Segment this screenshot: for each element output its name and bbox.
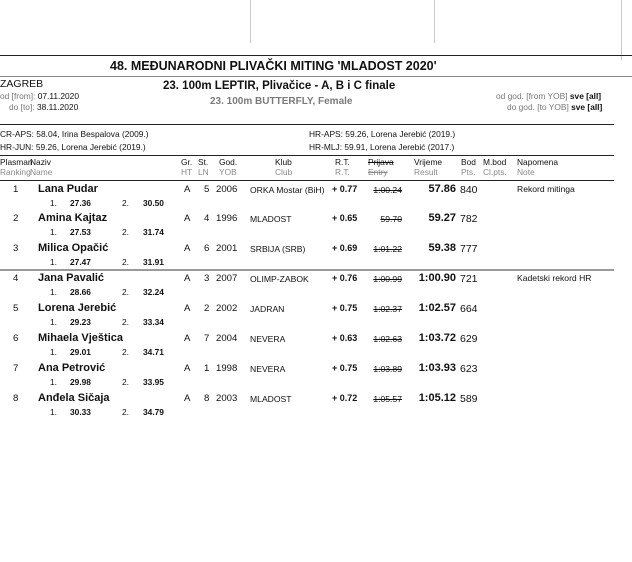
col-label-en: Cl.pts. xyxy=(483,167,507,177)
yob-from-label: od god. [from YOB] xyxy=(496,91,568,101)
result-cell: 1:00.90 xyxy=(418,272,456,284)
split-2-time: 33.95 xyxy=(143,377,164,387)
split-2-label: 2. xyxy=(122,257,129,267)
lane-cell: 3 xyxy=(204,273,210,284)
name-cell: Lorena Jerebić xyxy=(38,302,117,314)
col-header-pts xyxy=(461,157,476,177)
club-cell: ORKA Mostar (BiH) xyxy=(250,185,325,195)
rank-cell: 7 xyxy=(13,363,19,374)
club-cell: NEVERA xyxy=(250,364,286,374)
pts-cell: 629 xyxy=(460,333,478,345)
yob-cell: 2007 xyxy=(216,273,238,284)
pts-cell: 782 xyxy=(460,213,478,225)
rt-cell: + 0.69 xyxy=(332,243,358,253)
lane-cell: 8 xyxy=(204,393,210,404)
split-1-label: 1. xyxy=(50,257,57,267)
col-header-note xyxy=(517,157,558,177)
heat-cell: A xyxy=(184,273,191,284)
note-cell: Rekord mitinga xyxy=(517,184,575,194)
split-1-label: 1. xyxy=(50,198,57,208)
split-1-label: 1. xyxy=(50,407,57,417)
lane-cell: 4 xyxy=(204,213,210,224)
rank-cell: 5 xyxy=(13,303,19,314)
split-1-time: 27.53 xyxy=(70,227,91,237)
club-cell: OLIMP-ZABOK xyxy=(250,274,309,284)
col-label-en: Result xyxy=(414,167,438,177)
result-cell: 1:03.72 xyxy=(418,332,456,344)
split-2-label: 2. xyxy=(122,227,129,237)
rank-cell: 8 xyxy=(13,393,19,404)
lane-cell: 7 xyxy=(204,333,210,344)
rank-cell: 4 xyxy=(13,273,19,284)
split-2-time: 32.24 xyxy=(143,287,164,297)
split-2-label: 2. xyxy=(122,287,129,297)
col-label-en: Pts. xyxy=(461,167,476,177)
col-label: R.T. xyxy=(335,157,350,167)
rank-cell: 2 xyxy=(13,213,19,224)
col-label-en: R.T. xyxy=(335,167,350,177)
col-label: Prijava xyxy=(368,157,394,167)
yob-from xyxy=(496,91,601,101)
yob-cell: 1998 xyxy=(216,363,238,374)
col-label-en: HT xyxy=(181,167,193,177)
result-cell: 57.86 xyxy=(428,183,456,195)
records-rule xyxy=(0,124,614,125)
heat-cell: A xyxy=(184,184,191,195)
col-header-ranking xyxy=(0,157,33,177)
col-header-club xyxy=(275,157,292,177)
yob-cell: 2002 xyxy=(216,303,238,314)
col-label: M.bod xyxy=(483,157,507,167)
name-cell: Milica Opačić xyxy=(38,242,109,254)
rank-cell: 3 xyxy=(13,243,19,254)
club-cell: SRBIJA (SRB) xyxy=(250,244,306,254)
col-label: Napomena xyxy=(517,157,558,167)
table-top-rule xyxy=(0,180,614,181)
col-label-en: Entry xyxy=(368,167,388,177)
split-2-time: 34.79 xyxy=(143,407,164,417)
col-header-rt xyxy=(335,157,350,177)
date-from-value: 07.11.2020 xyxy=(37,91,79,101)
pts-cell: 840 xyxy=(460,184,478,196)
club-cell: MLADOST xyxy=(250,214,292,224)
rt-cell: + 0.65 xyxy=(332,213,358,223)
event-subtitle: 23. 100m BUTTERFLY, Female xyxy=(210,96,353,107)
pts-cell: 664 xyxy=(460,303,478,315)
col-label-en: Club xyxy=(275,167,293,177)
result-cell: 59.38 xyxy=(428,242,456,254)
result-cell: 1:05.12 xyxy=(418,392,456,404)
col-label: Gr. xyxy=(181,157,193,167)
col-label: God. xyxy=(219,157,238,167)
split-2-time: 31.91 xyxy=(143,257,164,267)
frame-divider xyxy=(621,0,622,60)
yob-cell: 2004 xyxy=(216,333,238,344)
split-1-time: 27.36 xyxy=(70,198,91,208)
record-hr-aps: HR-APS: 59.26, Lorena Jerebić (2019.) xyxy=(309,129,456,139)
rt-cell: + 0.75 xyxy=(332,303,358,313)
entry-cell: 1:00.24 xyxy=(373,185,402,195)
split-1-label: 1. xyxy=(50,347,57,357)
heat-cell: A xyxy=(184,363,191,374)
split-1-label: 1. xyxy=(50,287,57,297)
lane-cell: 6 xyxy=(204,243,210,254)
record-cr-aps: CR-APS: 58.04, Irina Bespalova (2009.) xyxy=(0,129,149,139)
final-a-separator xyxy=(0,269,614,271)
col-header-yob xyxy=(219,157,237,177)
col-label-en: Name xyxy=(30,167,53,177)
date-from xyxy=(0,91,79,101)
name-cell: Ana Petrović xyxy=(38,362,106,374)
club-cell: MLADOST xyxy=(250,394,292,404)
yob-to-value: sve [all] xyxy=(571,102,603,112)
entry-cell: 1:05.57 xyxy=(373,394,402,404)
yob-cell: 2006 xyxy=(216,184,238,195)
col-label: Vrijeme xyxy=(414,157,443,167)
split-1-label: 1. xyxy=(50,377,57,387)
col-label: Plasman xyxy=(0,157,33,167)
yob-from-value: sve [all] xyxy=(569,91,602,101)
record-hr-jun: HR-JUN: 59.26, Lorena Jerebić (2019.) xyxy=(0,142,146,152)
heat-cell: A xyxy=(184,303,191,314)
date-from-label: od [from]: xyxy=(0,91,36,101)
col-label-en: Ranking xyxy=(0,167,31,177)
split-1-label: 1. xyxy=(50,317,57,327)
yob-cell: 2001 xyxy=(216,243,238,254)
pts-cell: 589 xyxy=(460,393,478,405)
col-header-lane xyxy=(198,157,209,177)
split-1-time: 29.98 xyxy=(70,377,91,387)
pts-cell: 623 xyxy=(460,363,478,375)
split-1-time: 29.01 xyxy=(70,347,91,357)
col-header-heat xyxy=(181,157,192,177)
split-1-time: 29.23 xyxy=(70,317,91,327)
rank-cell: 1 xyxy=(13,184,19,195)
city: ZAGREB xyxy=(0,78,44,90)
title-rule-bottom xyxy=(0,76,632,77)
club-cell: JADRAN xyxy=(250,304,285,314)
rt-cell: + 0.75 xyxy=(332,363,358,373)
entry-cell: 1:01.22 xyxy=(373,244,402,254)
split-1-time: 30.33 xyxy=(70,407,91,417)
col-header-entry xyxy=(368,157,394,177)
record-hr-mlj: HR-MLJ: 59.91, Lorena Jerebić (2017.) xyxy=(309,142,455,152)
split-2-time: 30.50 xyxy=(143,198,164,208)
entry-cell: 1:00.99 xyxy=(373,274,402,284)
col-label-en: YOB xyxy=(219,167,237,177)
date-to xyxy=(9,102,78,112)
pts-cell: 777 xyxy=(460,243,478,255)
rank-cell: 6 xyxy=(13,333,19,344)
heat-cell: A xyxy=(184,393,191,404)
col-label: St. xyxy=(198,157,209,167)
name-cell: Lana Pudar xyxy=(38,183,98,195)
rt-cell: + 0.63 xyxy=(332,333,358,343)
title-rule xyxy=(0,55,632,56)
pts-cell: 721 xyxy=(460,273,478,285)
yob-cell: 2003 xyxy=(216,393,238,404)
col-header-clpts xyxy=(483,157,507,177)
yob-to-label: do god. [to YOB] xyxy=(507,102,569,112)
lane-cell: 1 xyxy=(204,363,210,374)
yob-to xyxy=(507,102,602,112)
col-label-en: Note xyxy=(517,167,535,177)
heat-cell: A xyxy=(184,243,191,254)
split-1-label: 1. xyxy=(50,227,57,237)
split-2-label: 2. xyxy=(122,317,129,327)
rt-cell: + 0.76 xyxy=(332,273,358,283)
header-rule xyxy=(0,155,614,156)
note-cell: Kadetski rekord HR xyxy=(517,273,592,283)
event-title: 23. 100m LEPTIR, Plivačice - A, B i C finale xyxy=(163,80,396,92)
split-1-time: 27.47 xyxy=(70,257,91,267)
result-cell: 59.27 xyxy=(428,212,456,224)
result-cell: 1:03.93 xyxy=(418,362,456,374)
col-header-result xyxy=(414,157,442,177)
col-header-name xyxy=(30,157,52,177)
entry-cell: 1:03.89 xyxy=(373,364,402,374)
col-label: Klub xyxy=(275,157,292,167)
split-2-label: 2. xyxy=(122,377,129,387)
yob-cell: 1996 xyxy=(216,213,238,224)
date-to-value: 38.11.2020 xyxy=(36,102,79,112)
lane-cell: 5 xyxy=(204,184,210,195)
split-2-time: 34.71 xyxy=(143,347,164,357)
split-2-label: 2. xyxy=(122,347,129,357)
col-label: Bod xyxy=(461,157,476,167)
col-label: Naziv xyxy=(30,157,51,167)
frame-divider xyxy=(250,0,251,43)
split-2-time: 33.34 xyxy=(143,317,164,327)
club-cell: NEVERA xyxy=(250,334,286,344)
date-to-label: do [to]: xyxy=(9,102,35,112)
name-cell: Jana Pavalić xyxy=(38,272,105,284)
split-2-label: 2. xyxy=(122,198,129,208)
rt-cell: + 0.72 xyxy=(332,393,358,403)
entry-cell: 1:02.63 xyxy=(373,334,402,344)
meet-title: 48. MEĐUNARODNI PLIVAČKI MITING 'MLADOST 2020' xyxy=(110,59,437,73)
split-2-label: 2. xyxy=(122,407,129,417)
split-2-time: 31.74 xyxy=(143,227,164,237)
heat-cell: A xyxy=(184,333,191,344)
frame-divider xyxy=(434,0,435,43)
lane-cell: 2 xyxy=(204,303,210,314)
split-1-time: 28.66 xyxy=(70,287,91,297)
name-cell: Amina Kajtaz xyxy=(38,212,108,224)
result-cell: 1:02.57 xyxy=(418,302,456,314)
rt-cell: + 0.77 xyxy=(332,184,358,194)
col-label-en: LN xyxy=(198,167,209,177)
entry-cell: 1:02.37 xyxy=(373,304,402,314)
heat-cell: A xyxy=(184,213,191,224)
name-cell: Anđela Sičaja xyxy=(38,392,110,404)
name-cell: Mihaela Vještica xyxy=(38,332,123,344)
entry-cell: 59.70 xyxy=(380,214,402,224)
